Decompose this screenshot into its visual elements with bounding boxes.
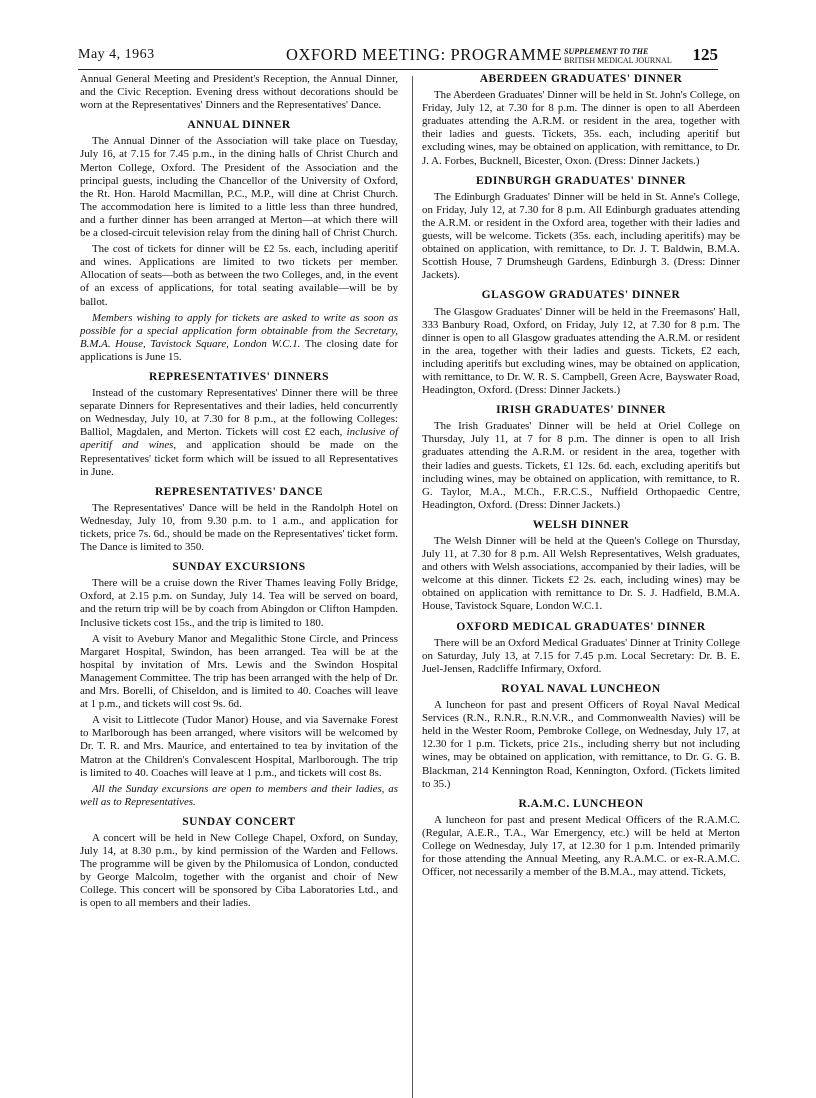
paragraph: A luncheon for past and present Officers of Royal Naval Medical Services (R.N., R.N.R., R.N.V.R., and Commonwealth Navies) will be held in the Wester Room, Pembroke College, on Wednesday, July 17, at 12.30 for 1 p.m. Tickets, price 21s., including sherry but not including wines, may be obtained on application, with remittance, to Dr. G. G. B. Blackman, 214 Kennington Road, Kennington, Oxford. (Tickets limited to 35.): [422, 699, 740, 790]
italic-note: All the Sunday excursions are open to members and their ladies, as well as to Representatives.: [80, 782, 398, 808]
section-heading-aberdeen: ABERDEEN GRADUATES' DINNER: [479, 73, 683, 85]
paragraph: The Edinburgh Graduates' Dinner will be held in St. Anne's College, on Friday, July 12, at 7.30 for 8 p.m. All Edinburgh graduates attending the A.R.M. or resident in the Oxford area, together with their ladies and guests, will be welcome. Tickets (35s. each, including aperitifs) may be obtained on application, with remittance, to Dr. J. T. Baldwin, B.M.A. Scottish House, 7 Drumsheugh Gardens, Edinburgh 3. (Dress: Dinner Jackets).: [422, 190, 740, 282]
section-heading-oxford: OXFORD MEDICAL GRADUATES' DINNER: [456, 620, 706, 633]
left-column: [80, 73, 398, 914]
text: Instead of the customary Representatives' Dinner there will be three separate Dinners for Representatives and their ladies, held concurrently on Wednesday, July 10, at 7.30 for 8 p.m., at the following Colleges: Balliol, Magdalen, and Merton. Tickets will cost £2 each,: [80, 387, 398, 439]
right-column: [422, 73, 740, 882]
supplement-line-2: BRITISH MEDICAL JOURNAL: [564, 56, 672, 65]
section-heading-rep-dinners: REPRESENTATIVES' DINNERS: [149, 370, 329, 383]
supplement-line-1: SUPPLEMENT TO THE: [564, 47, 649, 56]
paragraph: A visit to Littlecote (Tudor Manor) House, and via Savernake Forest to Marlborough has been arranged, where visitors will be welcomed by Dr. T. R. and Mrs. Maurice, and entertained to tea by invitation of the Matron at the Children's Convalescent Hospital, Marlborough. The trip is limited to 40. Coaches will leave at 1 p.m., and tickets will cost 8s.: [80, 714, 398, 779]
page-number: 125: [692, 45, 718, 64]
running-title: OXFORD MEETING: PROGRAMME: [286, 45, 563, 64]
paragraph: The cost of tickets for dinner will be £2 5s. each, including aperitif and wines. Applications are limited to two tickets per member. Allocation of seats—both as between the two Colleges, and, in the event of an excess of applications, for total seating available—will be by ballot.: [80, 243, 398, 308]
paragraph: The Aberdeen Graduates' Dinner will be held in St. John's College, on Friday, July 12, at 7.30 for 8 p.m. The dinner is open to all Aberdeen graduates attending the A.R.M. or resident in the area, together with their ladies and guests. Tickets, 35s. each, including aperitif but excluding wines, may be obtained on application, with remittance, to Dr. J. A. Forbes, Bucknell, Bicester, Oxon. (Dress: Dinner Jackets.): [422, 89, 740, 167]
section-heading-edinburgh: EDINBURGH GRADUATES' DINNER: [475, 174, 687, 187]
section-heading-naval: ROYAL NAVAL LUNCHEON: [501, 682, 661, 695]
section-heading-glasgow: GLASGOW GRADUATES' DINNER: [481, 289, 681, 302]
running-header: [78, 45, 718, 67]
paragraph: A luncheon for past and present Medical Officers of the R.A.M.C. (Regular, A.E.R., T.A., War Emergency, etc.) will be held at Merton College on Wednesday, July 17, at 12.30 for 1 p.m. Intended primarily for those attending the Annual Meeting, any R.A.M.C. or ex-R.A.M.C. Officer, not necessarily a member of the B.M.A., may attend. Tickets,: [422, 813, 740, 879]
paragraph: [80, 312, 398, 364]
section-heading-sunday-excursions: SUNDAY EXCURSIONS: [172, 561, 306, 574]
paragraph: There will be a cruise down the River Thames leaving Folly Bridge, Oxford, at 2.15 p.m. on Sunday, July 14. Tea will be served on board, and the return trip will be by coach from Abingdon or Clifton Hampden. Inclusive tickets cost 15s., and the trip is limited to 180.: [80, 577, 398, 629]
paragraph: The Representatives' Dance will be held in the Randolph Hotel on Wednesday, July 10, from 9.30 p.m. to 1 a.m., and application for tickets, price 7s. 6d., should be made on the Representatives' ticket form. The Dance is limited to 350.: [80, 501, 398, 554]
issue-date: May 4, 1963: [78, 47, 155, 62]
section-heading-sunday-concert: SUNDAY CONCERT: [182, 815, 296, 828]
supplement-label: [564, 47, 672, 65]
italic-text: Members wishing to apply for tickets are asked to write as soon as possible for a special application form obtainable from the Secretary, B.M.A. House, Tavistock Square, London W.C.1.: [80, 311, 398, 350]
paragraph: A concert will be held in New College Chapel, Oxford, on Sunday, July 14, at 8.30 p.m., by kind permission of the Warden and Fellows. The programme will be given by the Philomusica of London, conducted by George Malcolm, together with the organist and choir of New College. This concert will be sponsored by Ciba Laboratories Ltd., and is open to all members and their ladies.: [80, 831, 398, 910]
paragraph: There will be an Oxford Medical Graduates' Dinner at Trinity College on Saturday, July 13, at 7.15 for 7.45 p.m. Local Secretary: Dr. B. E. Juel-Jensen, Radcliffe Infirmary, Oxford.: [422, 636, 740, 675]
header-rule: [78, 69, 718, 70]
section-heading-annual-dinner: ANNUAL DINNER: [187, 119, 291, 132]
section-heading-ramc: R.A.M.C. LUNCHEON: [518, 797, 644, 810]
column-divider: [412, 76, 413, 1098]
paragraph: The Welsh Dinner will be held at the Queen's College on Thursday, July 11, at 7.30 for 8 p.m. All Welsh Representatives, Welsh graduates, and others with Welsh associations, accompanied by their ladies, will be welcome at this dinner. Tickets £2 2s. each, including wines) may be obtained on application with remittance to Dr. S. J. Hadfield, B.M.A. House, Tavistock Square, London W.C.1.: [422, 535, 740, 613]
paragraph: [80, 387, 398, 479]
paragraph: The Annual Dinner of the Association will take place on Tuesday, July 16, at 7.15 for 7.45 p.m., in the dining halls of Christ Church and Merton College, Oxford. The President of the Association and the principal guests, including the Chancellor of the University of Oxford, the Rt. Hon. Harold Macmillan, P.C., M.P., will dine at Christ Church. The accommodation here is limited to a little less than three hundred, and a further dinner has been arranged at Merton—at which there will be a closed-circuit television relay from the dining hall of Christ Church.: [80, 135, 398, 240]
text: The closing date for applications is June 15.: [80, 337, 398, 363]
intro-paragraph: Annual General Meeting and President's Reception, the Annual Dinner, and the Civic Reception. Evening dress without decorations should be worn at the Representatives' Dinners and the Representatives' Dance.: [80, 73, 398, 112]
paragraph: The Glasgow Graduates' Dinner will be held in the Freemasons' Hall, 333 Banbury Road, Oxford, on Friday, July 12, at 7.30 for 8 p.m. The dinner is open to all Glasgow graduates attending the A.R.M. or resident in the area, together with their ladies and guests. Tickets, £2 each, including aperitifs but excluding wines, may be obtained on application, with remittance, to Dr. W. R. S. Campbell, Green Acre, Bayswater Road, Headington, Oxford. (Dress: Dinner Jackets.): [422, 305, 740, 397]
section-heading-welsh: WELSH DINNER: [532, 518, 630, 531]
section-heading-irish: IRISH GRADUATES' DINNER: [496, 404, 666, 417]
section-heading-rep-dance: REPRESENTATIVES' DANCE: [154, 485, 324, 498]
paragraph: The Irish Graduates' Dinner will be held at Oriel College on Thursday, July 11, at 7 for 8 p.m. The dinner is open to all Irish graduates attending the A.R.M. or resident in the area, together with their ladies and guests. Tickets, £1 12s. 6d. each, excluding aperitifs but including wines, may be obtained on application, with remittance, to R. G. Taylor, M.A., M.Ch., F.R.C.S., Nuffield Orthopaedic Centre, Headington, Oxford. (Dress: Dinner Jackets.): [422, 420, 740, 511]
italic-text: inclusive of aperitif and wines,: [80, 426, 398, 452]
paragraph: A visit to Avebury Manor and Megalithic Stone Circle, and Princess Margaret Hospital, Swindon, has been arranged. Tea will be at the hospital by invitation of Mrs. Lewis and the Swindon Hospital Management Committee. The trip has been arranged with the help of Dr. and Mrs. Borelli, of Chiseldon, and is limited to 40. Coaches will leave at 1 p.m., and tickets will cost 9s. 6d.: [80, 632, 398, 711]
text: and application should be made on the Representatives' ticket form which will be issued to all Representatives in June.: [80, 439, 398, 478]
